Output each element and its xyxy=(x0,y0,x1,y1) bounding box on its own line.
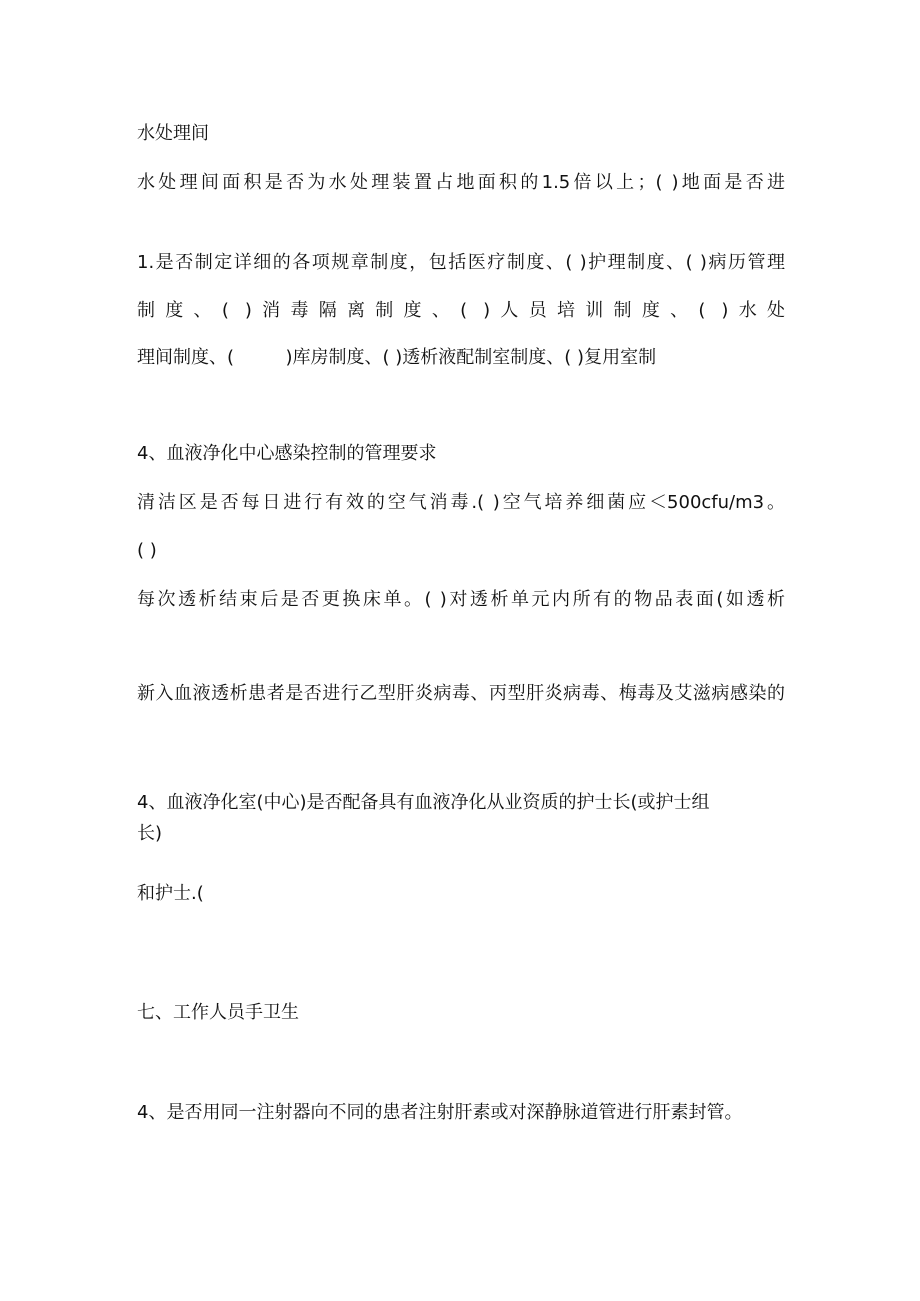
text-line: ( ) xyxy=(137,540,157,561)
text-line: 长) xyxy=(137,823,163,844)
text-line: 清洁区是否每日进行有效的空气消毒.( )空气培养细菌应＜500cfu/m3。 xyxy=(137,492,785,513)
text-line: 新入血液透析患者是否进行乙型肝炎病毒、丙型肝炎病毒、梅毒及艾滋病感染的 xyxy=(137,683,785,704)
text-line: 4、血液净化室(中心)是否配备具有血液净化从业资质的护士长(或护士组 xyxy=(137,792,710,813)
text-line: 每次透析结束后是否更换床单。( )对透析单元内所有的物品表面(如透析 xyxy=(137,589,785,610)
text-line: 4、是否用同一注射器向不同的患者注射肝素或对深静脉道管进行肝素封管。 xyxy=(137,1102,743,1123)
text-line: 制度、( )消毒隔离制度、( )人员培训制度、( )水处 xyxy=(137,300,785,321)
text-line: 和护士.( xyxy=(137,883,204,904)
text-line: 1.是否制定详细的各项规章制度，包括医疗制度、( )护理制度、( )病历管理 xyxy=(137,252,785,273)
section-heading-infection-control: 4、血液净化中心感染控制的管理要求 xyxy=(137,443,437,464)
text-line: 理间制度、( )库房制度、( )透析液配制室制度、( )复用室制 xyxy=(137,347,657,368)
section-heading-water-treatment: 水处理间 xyxy=(137,123,209,144)
section-heading-hand-hygiene: 七、工作人员手卫生 xyxy=(137,1002,299,1023)
text-line: 水处理间面积是否为水处理装置占地面积的1.5倍以上；( )地面是否进 xyxy=(137,172,785,193)
